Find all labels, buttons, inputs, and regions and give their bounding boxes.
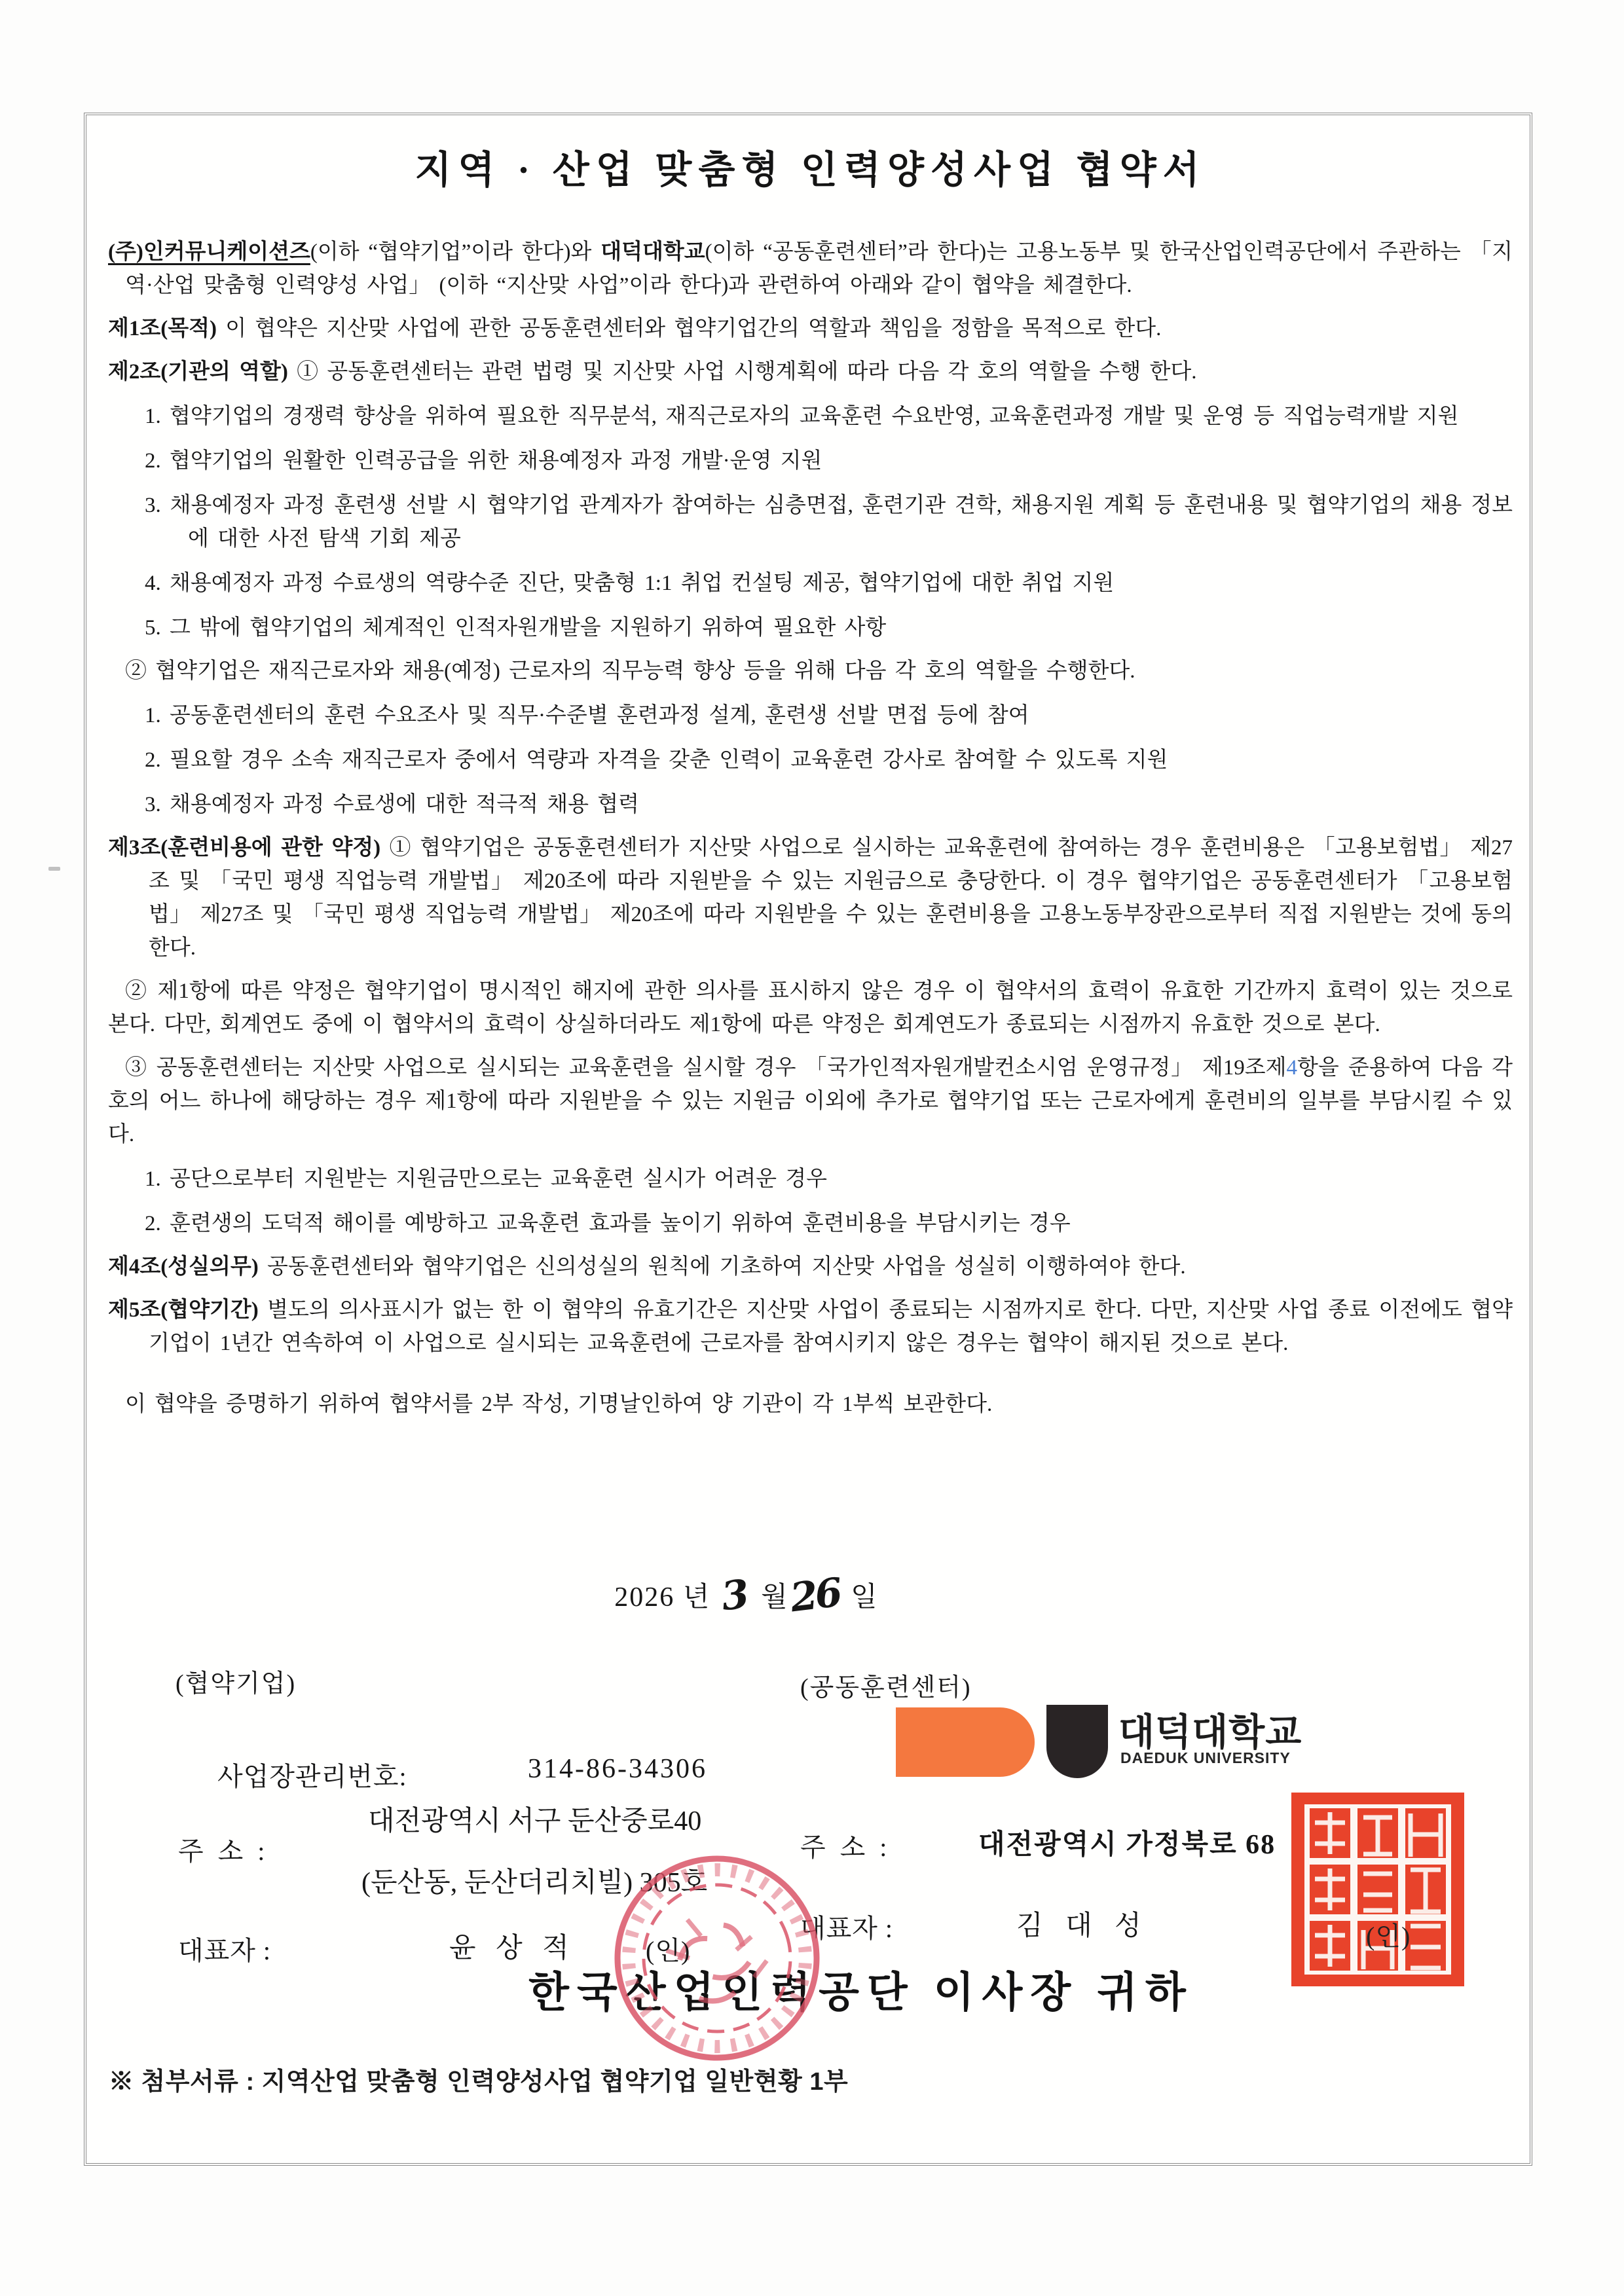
article-2-item-3: 3. 채용예정자 과정 훈련생 선발 시 협약기업 관계자가 참여하는 심층면접, 훈련기관 견학, 채용지원 계획 등 훈련내용 및 협약기업의 채용 정보에 대한 사전 탐색 기회 제공: [145, 494, 1513, 551]
date-day-unit: 일: [851, 1582, 879, 1613]
article-2-clause-2-item-2: 2. 필요할 경우 소속 재직근로자 중에서 역량과 자격을 갖춘 인력이 교육훈련 강사로 참여할 수 있도록 지원: [145, 748, 1168, 772]
article-2-clause-2-item-1: 1. 공동훈련센터의 훈련 수요조사 및 직무·수준별 훈련과정 설계, 훈련생 선발 면접 등에 참여: [145, 704, 1029, 727]
article-4-text: 공동훈련센터와 협약기업은 신의성실의 원칙에 기초하여 지산맞 사업을 성실히 이행하여야 한다.: [258, 1255, 1186, 1279]
attachment-note: ※ 첨부서류 : 지역산업 맞춤형 인력양성사업 협약기업 일반현황 1부: [109, 2068, 849, 2096]
scan-artifact-mark: [48, 867, 60, 871]
article-2-clause-2-item-3: 3. 채용예정자 과정 수료생에 대한 적극적 채용 협력: [145, 793, 640, 816]
left-representative-name: 윤 상 적: [449, 1933, 576, 1963]
daeduk-logo-english-text: DAEDUK UNIVERSITY: [1120, 1749, 1291, 1766]
right-address-value: 대전광역시 가정북로 68: [978, 1830, 1276, 1860]
daeduk-logo-black-shield: [1046, 1705, 1108, 1778]
date-month-handwritten: 3: [718, 1571, 753, 1620]
article-1: [108, 312, 1513, 346]
date-year-unit: 년: [682, 1582, 711, 1613]
article-3-clause-3-segment-2: 항을 준용하여 다음 각 호의 어느 하나에 해당하는 경우 제1항에 따라 지원받을 수 있는 지원금 이외에 추가로 협약기업 또는 근로자에게 훈련비의 일부를 부담시킬 수 있다.: [108, 1056, 1513, 1146]
document-content: [108, 136, 1513, 1421]
article-2: [108, 355, 1513, 389]
article-2-item-1: 1. 협약기업의 경쟁력 향상을 위하여 필요한 직무분석, 재직근로자의 교육훈련 수요반영, 교육훈련과정 개발 및 운영 등 직업능력개발 지원: [145, 405, 1459, 428]
left-representative-label: 대표자 :: [178, 1936, 272, 1965]
article-3-item-2: 2. 훈련생의 도덕적 해이를 예방하고 교육훈련 효과를 높이기 위하여 훈련비용을 부담시키는 경우: [145, 1212, 1071, 1235]
round-company-stamp-graphic: [609, 1850, 825, 2066]
contract-body: [108, 236, 1513, 1421]
date-day-handwritten: 26: [788, 1569, 843, 1622]
document-title: 지역 · 산업 맞춤형 인력양성사업 협약서: [415, 149, 1206, 191]
left-party-heading: (협약기업): [175, 1670, 297, 1698]
right-representative-name: 김 대 성: [1016, 1911, 1149, 1941]
left-seal-mark: (인): [646, 1936, 691, 1965]
right-representative-label: 대표자 :: [800, 1914, 894, 1943]
article-3-clause-3-number: 4: [1286, 1056, 1298, 1080]
closing-statement: 이 협약을 증명하기 위하여 협약서를 2부 작성, 기명날인하여 양 기관이 각 1부씩 보관한다.: [125, 1393, 993, 1416]
university-name: 대덕대학교: [600, 240, 705, 264]
agreement-date: [0, 1569, 1624, 1622]
right-seal-mark: (인): [1366, 1922, 1411, 1951]
left-biz-number-label: 사업장관리번호:: [217, 1762, 407, 1791]
right-party-heading: (공동훈련센터): [800, 1674, 972, 1702]
article-3-item-1: 1. 공단으로부터 지원받는 지원금만으로는 교육훈련 실시가 어려운 경우: [145, 1167, 827, 1191]
article-5-label: 제5조(협약기간): [108, 1298, 259, 1322]
square-university-stamp-graphic: [1290, 1791, 1466, 1988]
article-2-item-2: 2. 협약기업의 원활한 인력공급을 위한 채용예정자 과정 개발·운영 지원: [145, 449, 822, 473]
article-3-clause-3: [108, 1051, 1513, 1152]
article-2-text: ① 공동훈련센터는 관련 법령 및 지산맞 사업 시행계획에 따라 다음 각 호의 역할을 수행 한다.: [287, 360, 1197, 384]
intro-segment-1: (이하 “협약기업”이라 한다)와: [310, 240, 601, 264]
article-4: [108, 1250, 1513, 1284]
article-2-item-4: 4. 채용예정자 과정 수료생의 역량수준 진단, 맞춤형 1:1 취업 컨설팅 제공, 협약기업에 대한 취업 지원: [145, 572, 1115, 595]
article-2-item-5: 5. 그 밖에 협약기업의 체계적인 인적자원개발을 지원하기 위하여 필요한 사항: [145, 616, 887, 640]
left-biz-number-value: 314-86-34306: [528, 1754, 707, 1784]
company-name: (주)인커뮤니케이션즈: [108, 240, 310, 264]
article-3: [108, 831, 1513, 965]
article-1-text: 이 협약은 지산맞 사업에 관한 공동훈련센터와 협약기업간의 역할과 책임을 정함을 목적으로 한다.: [217, 317, 1162, 340]
date-year: 2026: [614, 1582, 675, 1613]
article-3-label: 제3조(훈련비용에 관한 약정): [108, 836, 381, 860]
article-3-text: ① 협약기업은 공동훈련센터가 지산맞 사업으로 실시하는 교육훈련에 참여하는 경우 훈련비용은 「고용보험법」 제27조 및 「국민 평생 직업능력 개발법」 제20조에 따라 지원받을 수 있는 지원금으로 충당한다. 이 경우 협약기업은 공동훈련센터가 「고용보험법」 제27조 및 「국민 평생 직업능력 개발법」 제20조에 따라 지원받을 수 있는 훈련비용을 고용노동부장관으로부터 직접 지원받는 것에 동의한다.: [149, 836, 1513, 960]
article-3-clause-3-segment-1: ③ 공동훈련센터는 지산맞 사업으로 실시되는 교육훈련을 실시할 경우 「국가인적자원개발컨소시엄 운영규정」 제19조제: [125, 1056, 1287, 1080]
article-2-label: 제2조(기관의 역할): [108, 360, 288, 384]
article-5-text: 별도의 의사표시가 없는 한 이 협약의 유효기간은 지산맞 사업이 종료되는 시점까지로 한다. 다만, 지산맞 사업 종료 이전에도 협약기업이 1년간 연속하여 이 사업으로 실시되는 교육훈련에 근로자를 참여시키지 않은 경우는 협약이 해지된 것으로 본다.: [149, 1298, 1513, 1355]
round-company-stamp: [609, 1850, 825, 2066]
date-month-unit: 월: [761, 1582, 789, 1613]
article-4-label: 제4조(성실의무): [108, 1255, 259, 1279]
left-address-line2: (둔산동, 둔산더리치빌) 305호: [361, 1868, 708, 1898]
daeduk-logo-korean-text: 대덕대학교: [1118, 1711, 1302, 1753]
article-5: [108, 1294, 1513, 1360]
daeduk-logo-orange-shape: [896, 1707, 1035, 1777]
article-2-clause-2: ② 협약기업은 재직근로자와 채용(예정) 근로자의 직무능력 향상 등을 위해 다음 각 호의 역할을 수행한다.: [125, 659, 1135, 683]
left-address-label: 주 소 :: [178, 1836, 269, 1866]
square-university-stamp: [1290, 1791, 1466, 1988]
article-1-label: 제1조(목적): [108, 317, 217, 340]
left-address-line1: 대전광역시 서구 둔산중로40: [368, 1806, 702, 1836]
recipient-line: 한국산업인력공단 이사장 귀하: [528, 1969, 1194, 2016]
intro-segment-2: (이하 “공동훈련센터”라 한다)는 고용노동부 및 한국산업인력공단에서 주관하는 「지역·산업 맞춤형 인력양성 사업」 (이하 “지산맞 사업”이라 한다)과 관련하여 아래와 같이 협약을 체결한다.: [125, 240, 1513, 297]
article-3-clause-2: ② 제1항에 따른 약정은 협약기업이 명시적인 해지에 관한 의사를 표시하지 않은 경우 이 협약서의 효력이 유효한 기간까지 효력이 있는 것으로 본다. 다만, 회계연도 중에 이 협약서의 효력이 상실하더라도 제1항에 따른 약정은 회계연도가 종료되는 시점까지 유효한 것으로 본다.: [108, 979, 1513, 1036]
intro-paragraph: [108, 236, 1513, 302]
right-address-label: 주 소 :: [800, 1832, 891, 1862]
